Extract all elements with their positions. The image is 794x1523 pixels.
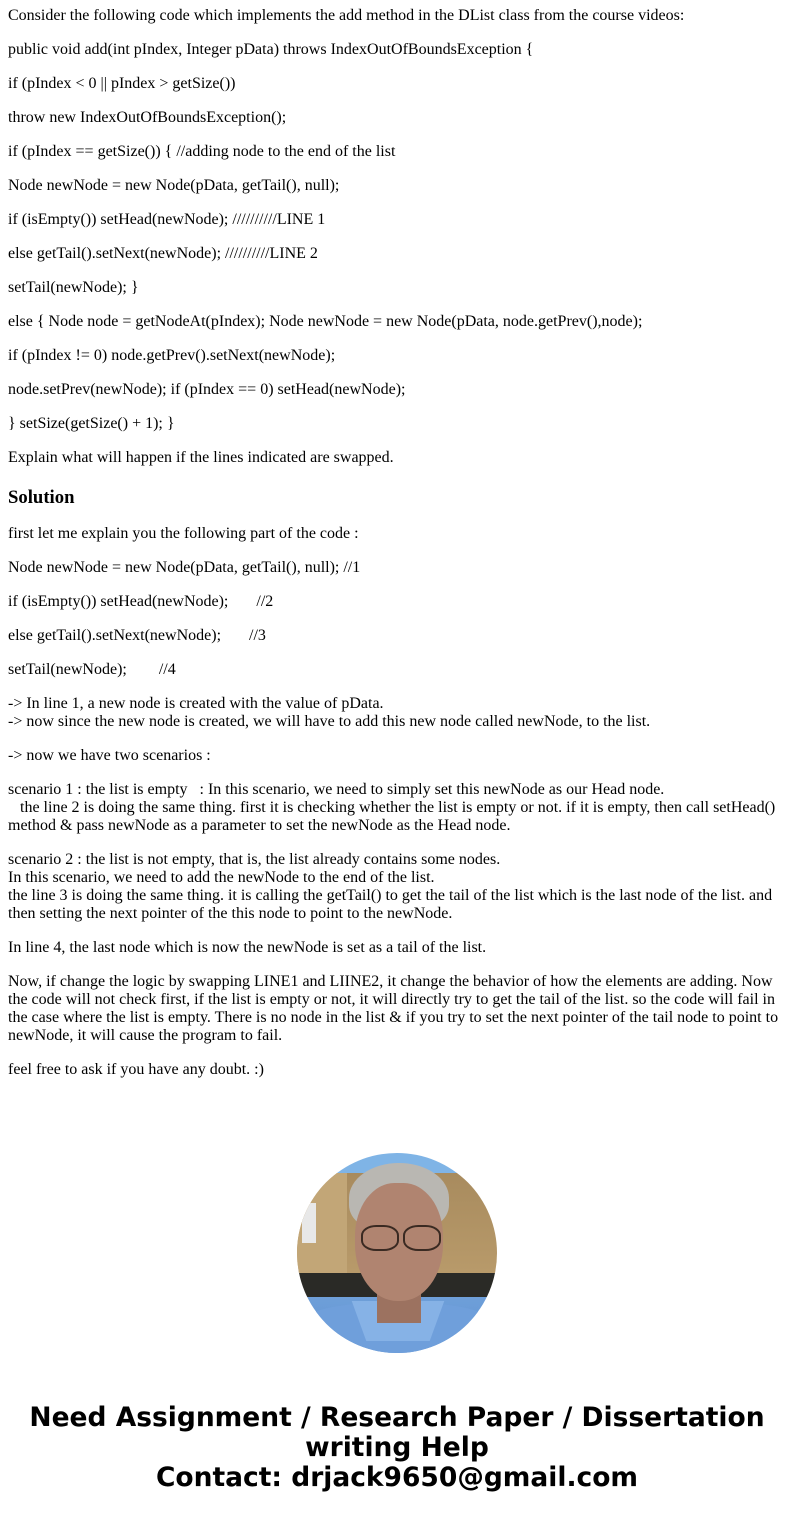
- code-line: else getTail().setNext(newNode); //////////LINE 2: [8, 245, 318, 262]
- code-line: if (isEmpty()) setHead(newNode); //////////LINE 1: [8, 211, 326, 228]
- code-line: Node newNode = new Node(pData, getTail(), null); //1: [8, 559, 361, 576]
- code-line: if (pIndex != 0) node.getPrev().setNext(newNode);: [8, 347, 336, 364]
- code-line: node.setPrev(newNode); if (pIndex == 0) setHead(newNode);: [8, 381, 406, 398]
- explanation-paragraph: -> now we have two scenarios :: [8, 747, 211, 764]
- conclusion-paragraph: Now, if change the logic by swapping LINE1 and LIINE2, it change the behavior of how the elements are adding. Now the code will not check first, if the list is empty or not, it will directly try to get the tail of the list. so the code will fail in the case where the list is empty. There is no node in the list & if you try to set the next pointer of the tail node to point to newNode, it will cause the program to fail.: [8, 973, 779, 1044]
- solution-intro: first let me explain you the following part of the code :: [8, 525, 359, 542]
- code-line: if (isEmpty()) setHead(newNode); //2: [8, 593, 274, 610]
- scenario-1-paragraph: scenario 1 : the list is empty : In this scenario, we need to simply set this newNode as our Head node. the line 2 is doing the same thing. first it is checking whether the list is empty or not. if it is empty, then call setHead() method & pass newNode as a parameter to set the newNode as the Head node.: [8, 781, 780, 834]
- code-line: if (pIndex == getSize()) { //adding node to the end of the list: [8, 143, 396, 160]
- code-line: if (pIndex < 0 || pIndex > getSize()): [8, 75, 236, 92]
- closing-text: feel free to ask if you have any doubt. :): [8, 1061, 264, 1078]
- promo-contact: Contact: drjack9650@gmail.com: [155, 1462, 639, 1493]
- code-line: throw new IndexOutOfBoundsException();: [8, 109, 287, 126]
- solution-body: [8, 525, 786, 1095]
- code-line: setTail(newNode); }: [8, 279, 139, 296]
- line4-paragraph: In line 4, the last node which is now the newNode is set as a tail of the list.: [8, 939, 487, 956]
- code-line: else getTail().setNext(newNode); //3: [8, 627, 266, 644]
- code-line: setTail(newNode); //4: [8, 661, 176, 678]
- code-line: else { Node node = getNodeAt(pIndex); Node newNode = new Node(pData, node.getPrev(),node);: [8, 313, 643, 330]
- promo-line: writing Help: [305, 1432, 489, 1463]
- code-line: public void add(int pIndex, Integer pData) throws IndexOutOfBoundsException {: [8, 41, 534, 58]
- code-line: } setSize(getSize() + 1); }: [8, 415, 175, 432]
- question-intro: Consider the following code which implements the add method in the DList class from the course videos:: [8, 7, 685, 24]
- question-prompt: Explain what will happen if the lines indicated are swapped.: [8, 449, 394, 466]
- scenario-2-paragraph: scenario 2 : the list is not empty, that is, the list already contains some nodes. In this scenario, we need to add the newNode to the end of the list. the line 3 is doing the same thing. it is calling the getTail() to get the tail of the list which is the last node of the list. and then setting the next pointer of the this node to point to the newNode.: [8, 851, 773, 922]
- promo-line: Need Assignment / Research Paper / Dissertation: [29, 1402, 765, 1433]
- promo-banner: [0, 1403, 794, 1493]
- author-avatar: [297, 1153, 497, 1353]
- solution-heading: Solution: [8, 487, 75, 508]
- explanation-paragraph: -> In line 1, a new node is created with the value of pData. -> now since the new node is created, we will have to add this new node called newNode, to the list.: [8, 695, 651, 730]
- code-line: Node newNode = new Node(pData, getTail(), null);: [8, 177, 340, 194]
